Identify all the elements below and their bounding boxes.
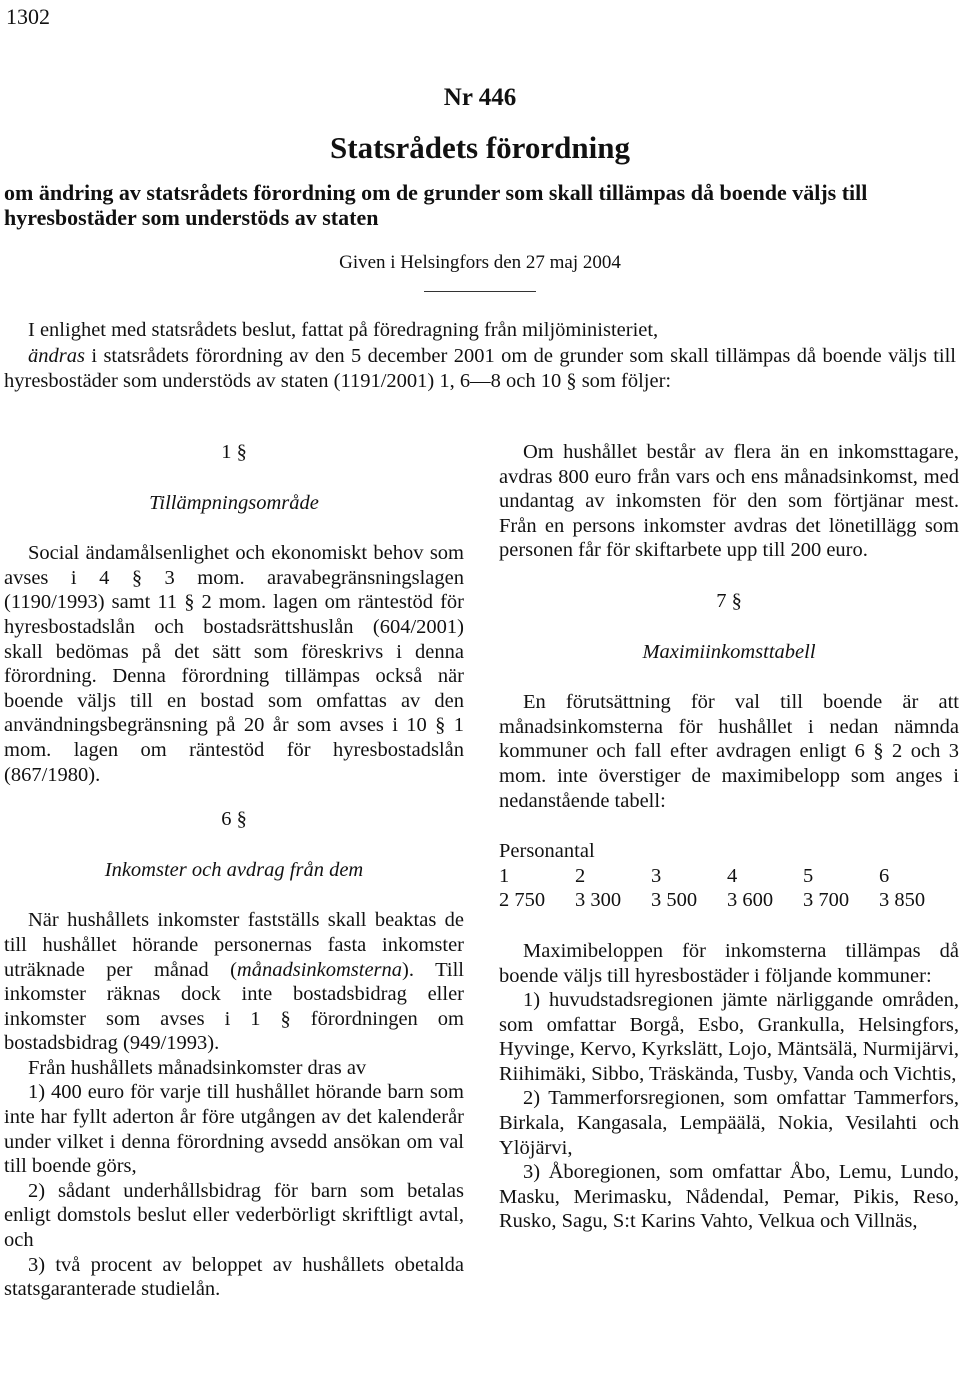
intro-block xyxy=(4,318,956,395)
left-column xyxy=(4,440,464,1302)
section-7-paragraph: En förutsättning för val till boende är att månadsinkomsterna för hushållet i nedan nämnda kommuner och fall efter avdragen enligt 6 § 2 och 3 mom. inte överstiger de maximibelopp som anges i nedanstående tabell: xyxy=(499,691,959,812)
table-cell: 2 xyxy=(575,864,586,887)
table-cell: 3 850 xyxy=(879,889,926,912)
intro-line-1: I enlighet med statsrådets beslut, fattat på föredragning från miljöministeriet, xyxy=(28,319,659,341)
section-7-heading: Maximiinkomsttabell xyxy=(642,640,816,663)
table-label: Personantal xyxy=(499,840,595,863)
region-item-2: 2) Tammerforsregionen, som omfattar Tammerfors, Birkala, Kangasala, Lempäälä, Nokia, Vesilahti och Ylöjärvi, xyxy=(499,1087,959,1159)
region-item-3: 3) Åboregionen, som omfattar Åbo, Lemu, Lundo, Masku, Merimasku, Nådendal, Pemar, Pikis, Reso, Rusko, Sagu, S:t Karins Vahto, Velkua och Villnäs, xyxy=(499,1161,959,1233)
intro-paragraph xyxy=(4,344,956,395)
page-title: Statsrådets förordning xyxy=(330,130,630,165)
section-1-heading: Tillämpningsområde xyxy=(149,491,319,514)
table-cell: 5 xyxy=(803,864,814,887)
section-6-heading: Inkomster och avdrag från dem xyxy=(104,858,364,881)
maxima-paragraph: Maximibeloppen för inkomsterna tillämpas då boende väljs till hyresbostäder i följande kommuner: xyxy=(499,939,959,987)
section-6-paragraph-2: Från hushållets månadsinkomster dras av xyxy=(28,1056,367,1079)
section-6-text-b: ). Till inkomster räknas dock inte bostadsbidrag eller inkomster som avses i 1 § förordningen om bostadsbidrag (949/1993). xyxy=(4,958,464,1055)
section-6-item-3: 3) två procent av beloppet av hushållets obetalda statsgaranterade studielån. xyxy=(4,1253,464,1301)
statute-number: Nr 446 xyxy=(443,84,517,111)
section-6-continuation: Om hushållet består av flera än en inkomsttagare, avdras 800 euro från vars och ens månadsinkomst, med undantag av inkomsten för den som förtjänar mest. Från en persons inkomster avdras det lönetillägg som personen får för skiftarbete upp till 200 euro. xyxy=(499,441,959,562)
table-cell: 4 xyxy=(727,864,738,887)
table-row-amounts xyxy=(499,888,959,913)
table-cell: 3 700 xyxy=(803,889,850,912)
region-item-1: 1) huvudstadsregionen jämte närliggande områden, som omfattar Borgå, Esbo, Grankulla, Helsingfors, Hyvinge, Kervo, Kyrkslätt, Lojo, Mäntsälä, Nurmijärvi, Riihimäki, Sibbo, Träskända, Tusby, Vanda och Vichtis, xyxy=(499,989,959,1085)
page-subtitle: om ändring av statsrådets förordning om de grunder som skall tillämpas då boende väljs till hyresbostäder som understöds av staten xyxy=(4,180,868,230)
section-6-text-a: När hushållets inkomster fastställs skall beaktas de till hushållet hörande personernas fasta inkomster uträknade per månad ( xyxy=(4,909,464,981)
section-7-number: 7 § xyxy=(716,589,742,612)
section-6-number: 6 § xyxy=(221,808,247,831)
section-6-item-1: 1) 400 euro för varje till hushållet hörande barn som inte har fyllt aderton år före utgången av det kalenderår under vilket i denna förordning avsedd ansökan om val till boende görs, xyxy=(4,1081,464,1178)
section-6-paragraph-1 xyxy=(4,908,464,1056)
table-cell: 3 xyxy=(651,864,662,887)
table-cell: 3 600 xyxy=(727,889,774,912)
section-1-paragraph: Social ändamålsenlighet och ekonomiskt behov som avses i 4 § 3 mom. aravabegränsningslagen (1190/1993) samt 11 § 2 mom. lagen om räntestöd för hyresbostadslån och bostadsrättshuslån (604/2001) skall bedömas på det sätt som föreskrivs i denna förordning. Denna förordning tillämpas också när boende väljs till en bostad som omfattas av den användningsbegränsning på 20 år som avses i 10 § 1 mom. lagen om räntestöd för hyresbostadslån (867/1980). xyxy=(4,542,464,786)
table-cell: 1 xyxy=(499,864,510,887)
page-number: 1302 xyxy=(6,4,50,29)
intro-text: i statsrådets förordning av den 5 december 2001 om de grunder som skall tillämpas då boende väljs till hyresbostäder som understöds av staten (1191/2001) 1, 6—8 och 10 § som följer: xyxy=(4,344,956,393)
table-cell: 2 750 xyxy=(499,889,546,912)
section-6-italic-term: månadsinkomsterna xyxy=(236,958,403,981)
table-row-persons xyxy=(499,864,959,889)
table-cell: 3 300 xyxy=(575,889,622,912)
section-6-item-2: 2) sådant underhållsbidrag för barn som betalas enligt domstols beslut eller vederbörligt skriftligt avtal, och xyxy=(4,1179,464,1252)
divider xyxy=(424,291,536,292)
right-column xyxy=(499,440,959,1234)
table-cell: 3 500 xyxy=(651,889,698,912)
table-cell: 6 xyxy=(879,864,890,887)
section-1-number: 1 § xyxy=(221,441,247,463)
amend-keyword: ändras xyxy=(28,344,85,367)
given-line: Given i Helsingfors den 27 maj 2004 xyxy=(339,252,621,273)
